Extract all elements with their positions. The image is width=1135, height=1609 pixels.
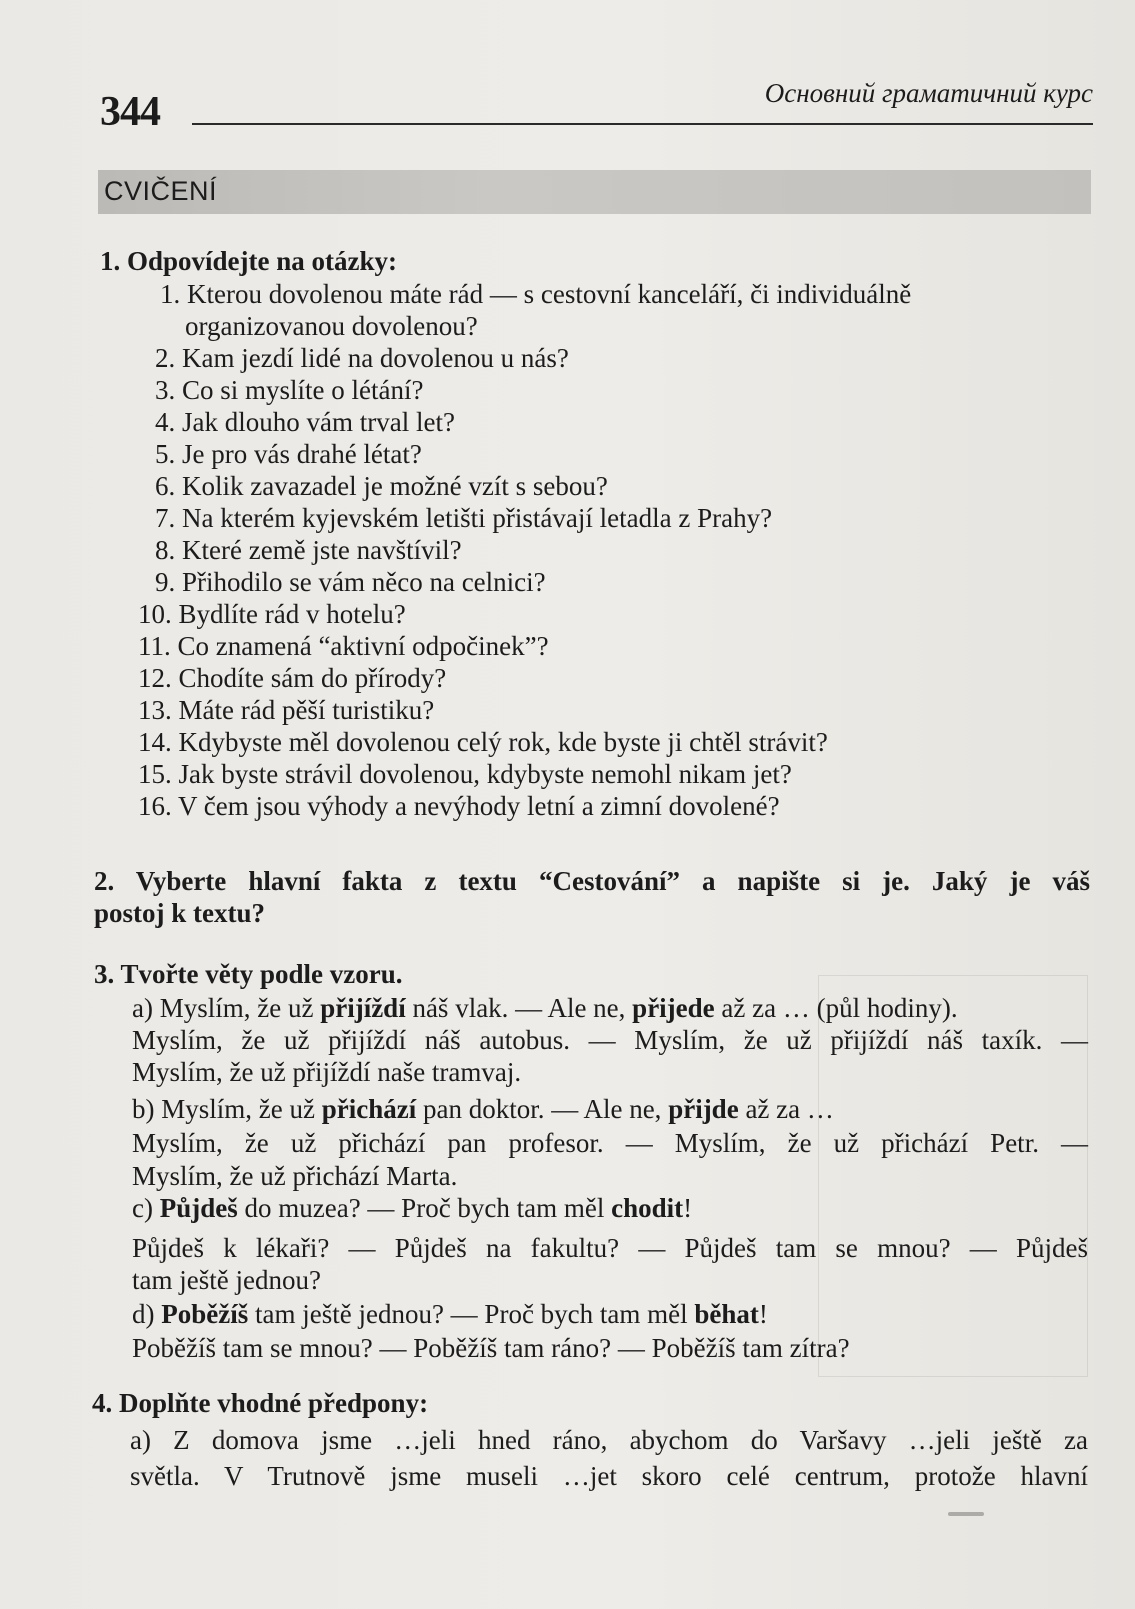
- text-run: a) Myslím, že už: [132, 993, 321, 1023]
- question-text: Co si myslíte o létání?: [182, 375, 424, 405]
- question-text: Kolik zavazadel je možné vzít s sebou?: [182, 471, 608, 501]
- text-run: až za … (půl hodiny).: [714, 993, 958, 1023]
- question-14: [138, 726, 828, 758]
- question-text: Máte rád pěší turistiku?: [178, 695, 435, 725]
- exercise-3d-line-2: Poběžíš tam se mnou? — Poběžíš tam ráno? — Poběžíš tam zítra?: [132, 1333, 850, 1363]
- text-run: c): [132, 1193, 160, 1223]
- question-5: [155, 438, 422, 470]
- question-1: [160, 278, 911, 310]
- text-run: !: [683, 1193, 693, 1223]
- question-7: [155, 502, 772, 534]
- exercise-2-line-1: 2. Vyberte hlavní fakta z textu “Cestování” a napište si je. Jaký je váš: [94, 866, 1090, 896]
- question-number: 16.: [138, 791, 172, 821]
- header-rule: [192, 123, 1093, 125]
- question-16: [138, 790, 780, 822]
- exercise-4-line-2: světla. V Trutnově jsme museli …jet skoro celé centrum, protože hlavní: [130, 1461, 1088, 1491]
- question-number: 6.: [155, 471, 176, 501]
- section-title: CVIČENÍ: [104, 176, 218, 206]
- question-text: V čem jsou výhody a nevýhody letní a zimní dovolené?: [178, 791, 780, 821]
- question-text: Chodíte sám do přírody?: [178, 663, 447, 693]
- question-3: [155, 374, 423, 406]
- question-13: [138, 694, 434, 726]
- question-1-continuation: organizovanou dovolenou?: [185, 311, 478, 341]
- question-number: 5.: [155, 439, 176, 469]
- text-run: až za …: [738, 1094, 834, 1124]
- question-number: 12.: [138, 663, 172, 693]
- question-text: Kam jezdí lidé na dovolenou u nás?: [182, 343, 569, 373]
- ink-smudge: [948, 1512, 984, 1516]
- question-text: Jak byste strávil dovolenou, kdybyste nemohl nikam jet?: [178, 759, 792, 789]
- question-text: Je pro vás drahé létat?: [182, 439, 422, 469]
- exercise-3c-line-2: Půjdeš k lékaři? — Půjdeš na fakultu? — Půjdeš tam se mnou? — Půjdeš: [132, 1233, 1088, 1263]
- question-12: [138, 662, 446, 694]
- text-run: b) Myslím, že už: [132, 1094, 322, 1124]
- bold-verb: přichází: [321, 1094, 417, 1124]
- question-number: 3.: [155, 375, 176, 405]
- question-text: Přihodilo se vám něco na celnici?: [182, 567, 546, 597]
- page-number: 344: [100, 89, 160, 135]
- question-10: [138, 598, 406, 630]
- question-text: Jak dlouho vám trval let?: [182, 407, 455, 437]
- text-run: d): [132, 1299, 162, 1329]
- exercise-3a-line-3: Myslím, že už přijíždí naše tramvaj.: [132, 1057, 522, 1087]
- question-number: 7.: [155, 503, 176, 533]
- exercise-2-line-2: postoj k textu?: [94, 898, 266, 928]
- question-text: Bydlíte rád v hotelu?: [178, 599, 406, 629]
- question-number: 13.: [138, 695, 172, 725]
- question-number: 10.: [138, 599, 172, 629]
- bold-verb: běhat: [694, 1299, 759, 1329]
- running-head: Основний граматичний курс: [764, 78, 1093, 108]
- exercise-1-heading: 1. Odpovídejte na otázky:: [100, 246, 397, 276]
- question-4: [155, 406, 455, 438]
- bold-verb: přijíždí: [320, 993, 406, 1023]
- question-text: Co znamená “aktivní odpočinek”?: [177, 631, 549, 661]
- question-text: Které země jste navštívil?: [182, 535, 462, 565]
- text-run: pan doktor. — Ale ne,: [416, 1094, 669, 1124]
- exercise-3c-line-3: tam ještě jednou?: [132, 1265, 321, 1295]
- question-number: 1.: [160, 279, 181, 309]
- question-number: 11.: [138, 631, 171, 661]
- question-number: 2.: [155, 343, 176, 373]
- question-number: 8.: [155, 535, 176, 565]
- text-run: do muzea? — Proč bych tam měl: [237, 1193, 612, 1223]
- exercise-3a-line-2: Myslím, že už přijíždí náš autobus. — Myslím, že už přijíždí náš taxík. —: [132, 1025, 1088, 1055]
- text-run: !: [758, 1299, 768, 1329]
- exercise-4-heading: 4. Doplňte vhodné předpony:: [92, 1388, 429, 1418]
- question-8: [155, 534, 462, 566]
- question-number: 9.: [155, 567, 176, 597]
- exercise-4-line-1: a) Z domova jsme …jeli hned ráno, abychom do Varšavy …jeli ještě za: [130, 1425, 1088, 1455]
- question-text: Kterou dovolenou máte rád — s cestovní kanceláří, či individuálně: [187, 279, 912, 309]
- question-6: [155, 470, 608, 502]
- exercise-3b-line-1: [132, 1093, 834, 1125]
- text-run: náš vlak. — Ale ne,: [405, 993, 633, 1023]
- question-number: 4.: [155, 407, 176, 437]
- question-text: Na kterém kyjevském letišti přistávají letadla z Prahy?: [182, 503, 773, 533]
- exercise-3b-line-2: Myslím, že už přichází pan profesor. — Myslím, že už přichází Petr. —: [132, 1128, 1088, 1158]
- exercise-3b-line-3: Myslím, že už přichází Marta.: [132, 1161, 458, 1191]
- bold-verb: přijde: [668, 1094, 739, 1124]
- exercise-3a-line-1: [132, 992, 958, 1024]
- exercise-3c-line-1: [132, 1192, 692, 1224]
- question-2: [155, 342, 569, 374]
- question-15: [138, 758, 792, 790]
- question-number: 14.: [138, 727, 172, 757]
- text-run: tam ještě jednou? — Proč bych tam měl: [248, 1299, 695, 1329]
- question-number: 15.: [138, 759, 172, 789]
- bold-verb: přijede: [632, 993, 715, 1023]
- question-11: [138, 630, 549, 662]
- exercise-3-heading: 3. Tvořte věty podle vzoru.: [94, 959, 403, 989]
- bold-verb: Poběžíš: [161, 1299, 249, 1329]
- question-9: [155, 566, 546, 598]
- bold-verb: Půjdeš: [159, 1193, 238, 1223]
- exercise-3d-line-1: [132, 1298, 768, 1330]
- bold-verb: chodit: [611, 1193, 684, 1223]
- section-banner: [98, 170, 1091, 214]
- question-text: Kdybyste měl dovolenou celý rok, kde byste ji chtěl strávit?: [178, 727, 828, 757]
